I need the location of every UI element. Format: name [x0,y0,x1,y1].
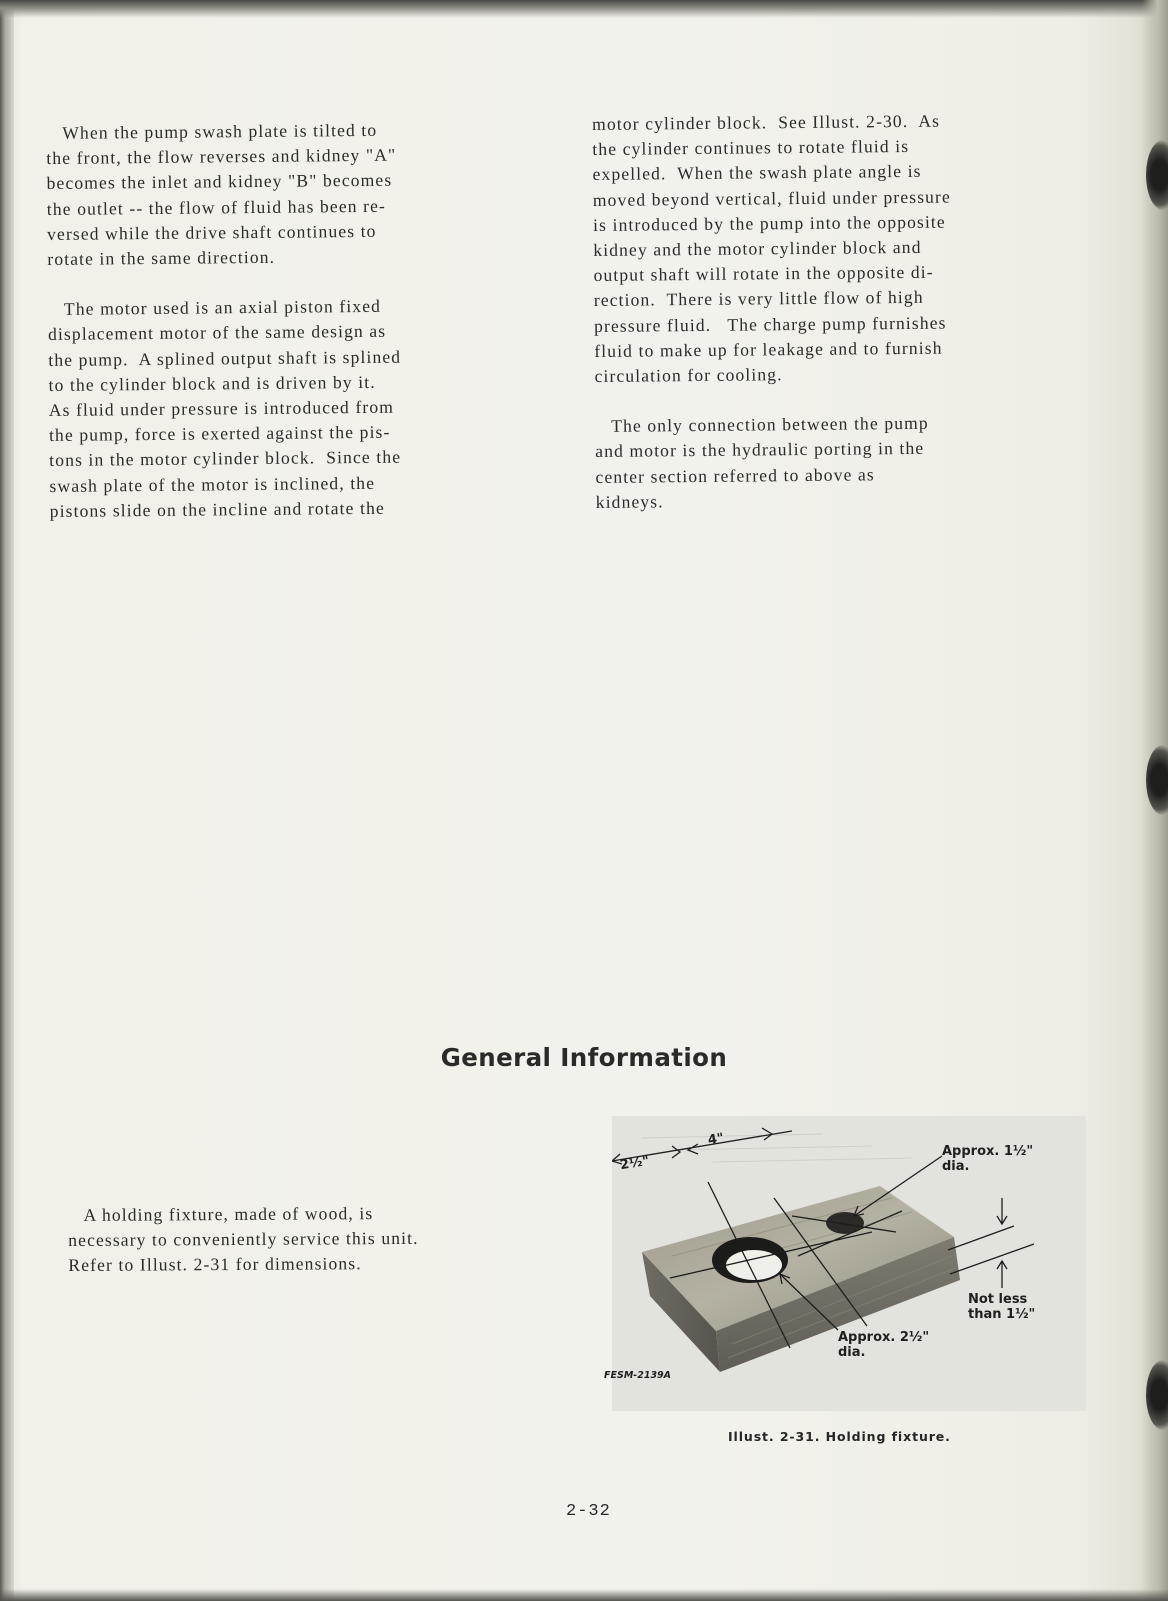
scan-top-shadow [0,0,1168,18]
text-line: to the cylinder block and is driven by it. [48,371,376,395]
small-hole-label: Approx. 1½" dia. [942,1144,1034,1174]
binding-edge [0,0,14,1601]
figure-code: FESM-2139A [604,1370,672,1381]
text-line: kidneys. [595,491,664,512]
figure-caption: Illust. 2-31. Holding fixture. [728,1429,951,1444]
holding-fixture-illustration [604,1116,1086,1411]
right-text-column [592,109,954,515]
text-line: pistons slide on the incline and rotate the [49,497,385,521]
text-line: The only connection between the pump [594,413,929,437]
text-line: the pump, force is exerted against the pis- [48,421,391,446]
text-line: circulation for cooling. [594,364,783,387]
scan-bottom-shadow [0,1589,1168,1601]
text-line: pressure fluid. The charge pump furnishes [593,312,947,336]
text-line: kidney and the motor cylinder block and [593,236,922,261]
text-line: is introduced by the pump into the opposite [592,211,946,235]
dimension-middle-label: 4" [706,1130,725,1149]
text-line: the pump. A splined output shaft is splined [48,346,402,370]
page-number: 2-32 [566,1502,611,1521]
fixture-paragraph [68,1201,419,1279]
text-line: the front, the flow reverses and kidney "A" [46,144,397,169]
text-line: rection. There is very little flow of high [593,287,924,311]
text-line: necessary to conveniently service this unit. [68,1228,419,1251]
section-heading: General Information [440,1043,728,1072]
text-line: rotate in the same direction. [47,246,276,270]
paragraph-gap [595,386,953,414]
text-line: The motor used is an axial piston fixed [47,296,382,320]
text-line: motor cylinder block. See Illust. 2-30. As [592,110,941,134]
text-line: Refer to Illust. 2-31 for dimensions. [68,1253,362,1276]
thickness-label: Not less than 1½" [968,1292,1036,1322]
text-line: the cylinder continues to rotate fluid is [592,136,910,160]
text-line: fluid to make up for leakage and to furnish [594,337,943,361]
text-line: As fluid under pressure is introduced from [48,396,395,421]
text-line: expelled. When the swash plate angle is [592,161,922,185]
text-line: When the pump swash plate is tilted to [46,119,378,143]
text-line: and motor is the hydraulic porting in the [595,438,925,462]
text-line: displacement motor of the same design as [47,321,387,345]
text-line: becomes the inlet and kidney "B" becomes [46,170,393,194]
text-line: swash plate of the motor is inclined, the [49,472,376,496]
text-line: the outlet -- the flow of fluid has been re- [46,195,387,219]
paragraph-gap [47,269,400,297]
left-text-column [46,118,403,524]
text-line: center section referred to above as [595,463,875,487]
text-line: A holding fixture, made of wood, is [68,1203,374,1225]
text-line: moved beyond vertical, fluid under pressure [592,186,951,210]
dimension-left-label: 2½" [619,1153,651,1174]
large-hole-label: Approx. 2½" dia. [838,1330,930,1360]
text-line: versed while the drive shaft continues to [46,220,377,244]
text-line: output shaft will rotate in the opposite di- [593,261,934,286]
text-line: tons in the motor cylinder block. Since the [49,447,402,471]
